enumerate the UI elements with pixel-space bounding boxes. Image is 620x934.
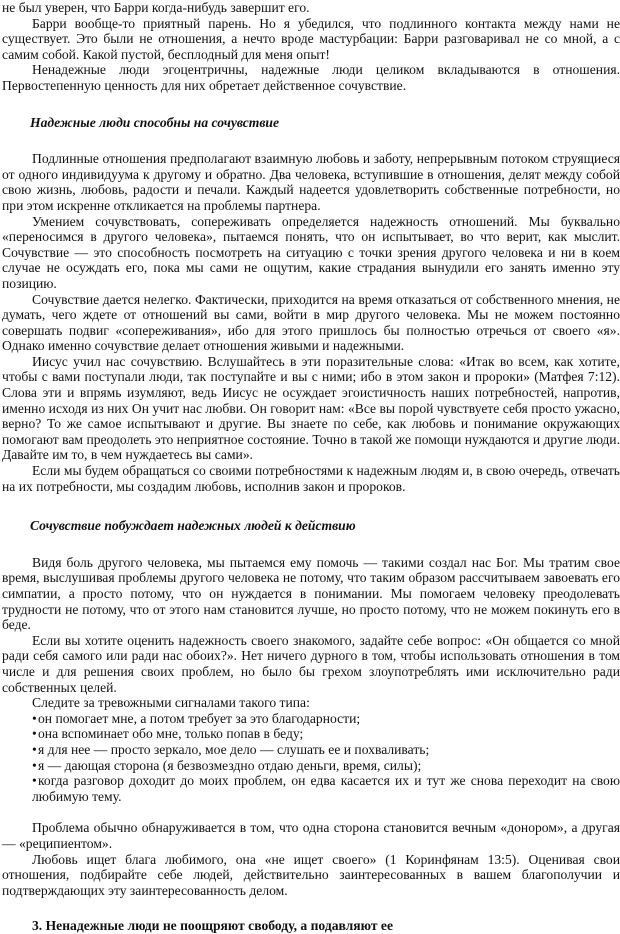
list-item: •когда разговор доходит до моих проблем, он едва касается их и тут же снова переходит на свою любимую тему. xyxy=(32,773,620,804)
subheading-empathy: Надежные люди способны на сочувствие xyxy=(30,114,280,130)
paragraph: Следите за тревожными сигналами такого типа: xyxy=(32,695,310,711)
list-item: •я — дающая сторона (я безвозмездно отдаю деньги, время, силы); xyxy=(32,757,422,773)
paragraph: Барри вообще-то приятный парень. Но я убедился, что подлинного контакта между нами не существует. Это были не отношения, а нечто вроде мастурбации: Барри разговаривал не со мной, а с самим собой. Какой пустой, бесплодный для меня опыт! xyxy=(2,15,620,62)
paragraph: Проблема обычно обнаруживается в том, что одна сторона становится вечным «донором», а другая — «реципиентом». xyxy=(2,820,620,851)
paragraph-continuation: не был уверен, что Барри когда-нибудь завершит его. xyxy=(2,0,310,15)
paragraph: Иисус учил нас сочувствию. Вслушайтесь в эти поразительные слова: «Итак во всем, как хотите, чтобы с вами поступали люди, так поступайте и вы с ними; ибо в этом закон и пророки» (Матфея 7:12). Слова эти и впрямь изумляют, ведь Иисус не осуждает эгоистичность наших потребностей, напротив, именно исходя из них Он учит нас любви. Он говорит нам: «Все вы порой чувствуете себя просто ужасно, верно? То же самое испытывают и другие. Вы знаете по себе, как любовь и понимание окружающих помогают вам преодолеть это неприятное состояние. Точно в такой же помощи нуждаются и другие люди. Давайте им то, в чем нуждаетесь вы сами». xyxy=(2,353,620,463)
list-item: •он помогает мне, а потом требует за это благодарности; xyxy=(32,710,361,726)
bullet-icon: • xyxy=(32,757,37,773)
subheading-action: Сочувствие побуждает надежных людей к действию xyxy=(30,518,356,534)
warning-signs-list xyxy=(2,711,620,805)
paragraph: Если вы хотите оценить надежность своего знакомого, задайте себе вопрос: «Он общается со мной ради себя самого или ради нас обоих?». Нет ничего дурного в том, чтобы использовать отношения в том числе и для решения своих проблем, но было бы грехом злоупотреблять ими исключительно ради собственных целей. xyxy=(2,632,620,695)
list-item: •я для нее — просто зеркало, мое дело — слушать ее и похваливать; xyxy=(32,741,430,757)
bullet-icon: • xyxy=(32,710,37,726)
section-heading-3: 3. Ненадежные люди не поощряют свободу, а подавляют ее xyxy=(32,918,393,934)
paragraph: Умением сочувствовать, сопереживать определяется надежность отношений. Мы буквально «переносимся в другого человека», пытаемся понять, что он испытывает, во что верит, как мыслит. Сочувствие — это способность посмотреть на ситуацию с точки зрения другого человека и ни в коем случае не осуждать его, пока мы сами не ощутим, какие страдания вынудили его занять именно эту позицию. xyxy=(2,213,620,291)
bullet-icon: • xyxy=(32,726,37,742)
bullet-icon: • xyxy=(32,773,37,789)
paragraph: Если мы будем обращаться со своими потребностями к надежным людям и, в свою очередь, отвечать на их потребности, мы создадим любовь, исполнив закон и пророков. xyxy=(2,463,620,494)
list-item: •она вспоминает обо мне, только попав в беду; xyxy=(32,726,304,742)
spacer xyxy=(2,804,620,820)
paragraph: Ненадежные люди эгоцентричны, надежные люди целиком вкладываются в отношения. Первостепенную ценность для них обретает действенное сочувствие. xyxy=(2,62,620,93)
paragraph: Подлинные отношения предполагают взаимную любовь и заботу, непрерывным потоком струящиеся от одного индивидуума к другому и обратно. Два человека, вступившие в отношения, делят между собой свою жизнь, любовь, радости и печали. Каждый надеется удовлетворить собственные потребности, но при этом искренне откликается на проблемы партнера. xyxy=(2,151,620,213)
bullet-icon: • xyxy=(32,741,37,757)
paragraph: Сочувствие дается нелегко. Фактически, приходится на время отказаться от собственного мнения, не думать, чего ждете от отношений вы сами, войти в мир другого человека. Мы не можем постоянно совершать подвиг «сопереживания», ибо для этого пришлось бы полностью отречься от своего «я». Однако именно сочувствие делает отношения живыми и надежными. xyxy=(2,291,620,354)
paragraph: Любовь ищет блага любимого, она «не ищет своего» (1 Коринфянам 13:5). Оценивая свои отношения, подбирайте себе людей, действительно заинтересованных в вашем благополучии и подтверждающих эту заинтересованность делом. xyxy=(2,851,620,898)
paragraph: Видя боль другого человека, мы пытаемся ему помочь — такими создал нас Бог. Мы тратим свое время, выслушивая проблемы другого человека не потому, что таким образом рассчитываем завоевать его симпатии, а просто потому, что он нуждается в понимании. Мы помогаем человеку преодолевать трудности не потому, что от этого нам становится лучше, но просто потому, что не можем покинуть его в беде. xyxy=(2,554,620,633)
